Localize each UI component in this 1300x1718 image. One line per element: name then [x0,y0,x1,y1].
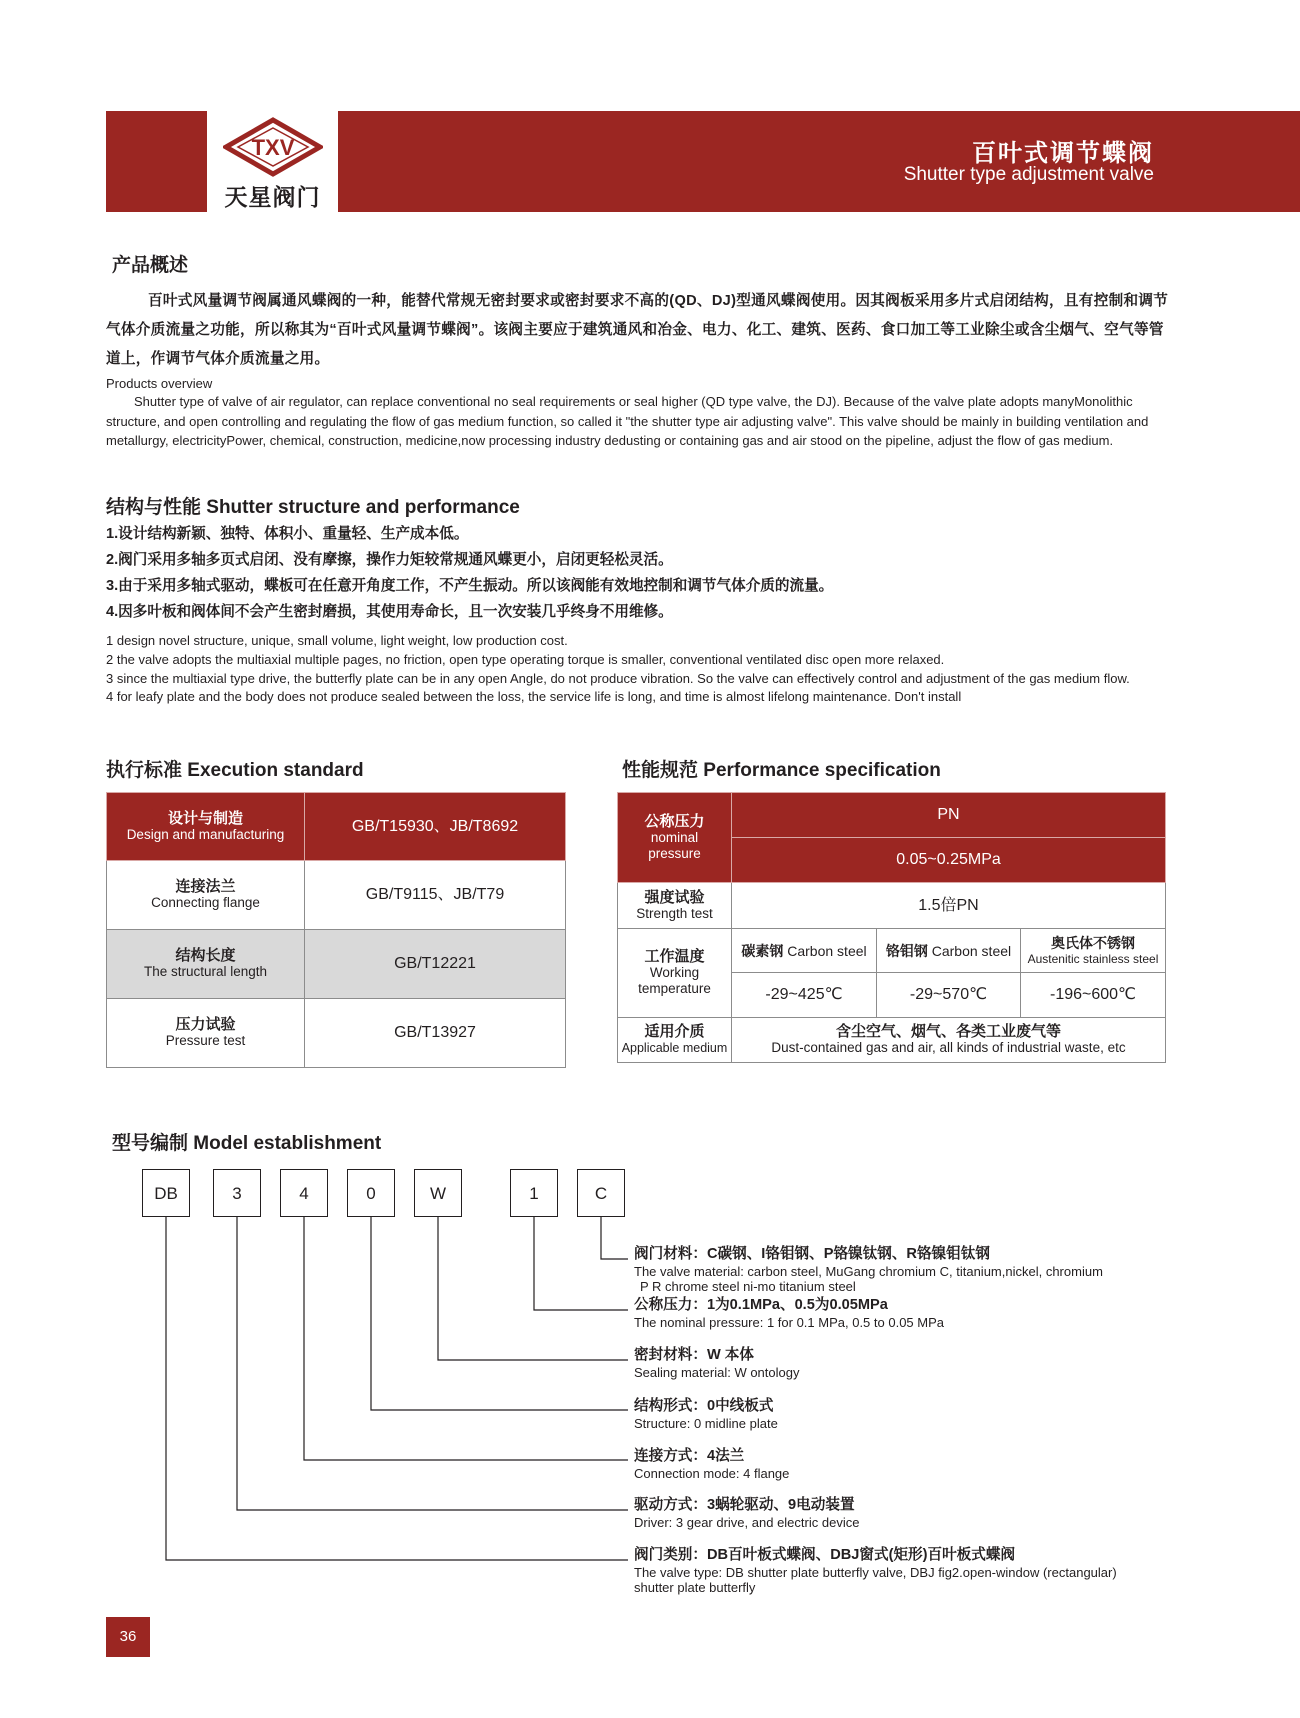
model-label-driver: 驱动方式：3蜗轮驱动、9电动装置 [634,1497,855,1513]
model-code-box: W [414,1169,462,1217]
list-item: 3.由于采用多轴式驱动，蝶板可在任意开角度工作，不产生振动。所以该阀能有效地控制和调节气体介质的流量。 [106,578,834,594]
overview-heading: 产品概述 [112,255,189,276]
page-title-cn: 百叶式调节蝶阀 [972,140,1154,167]
overview-en-heading: Products overview [106,376,213,391]
model-label-sealing: 密封材料：W 本体 [634,1347,754,1363]
overview-en-text: Shutter type of valve of air regulator, can replace conventional no seal requirements or seal higher (QD type valve, the DJ). Because of the valve plate adopts manyMonolithic structure, and open controlling and regulating the flow of gas medium function, so called it "the shutter type air adjusting valve". This valve should be mainly in building ventilation and metallurgy, electricityPower, chemical, construction, medicine,now processing industry dedusting or containing gas and air stood on the pipeline, adjust the flow of gas medium. [106,394,1149,448]
page-number: 36 [106,1617,150,1657]
table-row: 适用介质 Applicable medium 含尘空气、烟气、各类工业废气等 Dust-contained gas and air, all kinds of industrial waste, etc [618,1018,1166,1063]
model-code-box: DB [142,1169,190,1217]
list-item: 2 the valve adopts the multiaxial multiple pages, no friction, open type operating torque is smaller, conventional ventilated disc open more relaxed. [106,651,945,667]
model-code-box: 3 [213,1169,261,1217]
list-item: 1.设计结构新颖、独特、体积小、重量轻、生产成本低。 [106,526,469,542]
list-item: 2.阀门采用多轴多页式启闭、没有摩擦，操作力矩较常规通风蝶更小，启闭更轻松灵活。 [106,552,673,568]
table-row: 公称压力 nominal pressure PN [618,793,1166,838]
table-row: 设计与制造 Design and manufacturing GB/T15930、JB/T8692 [107,793,566,861]
overview-cn-text: 百叶式风量调节阀属通风蝶阀的一种，能替代常规无密封要求或密封要求不高的(QD、DJ)型通风蝶阀使用。因其阀板采用多片式启闭结构，且有控制和调节气体介质流量之功能，所以称其为“百叶式风量调节蝶阀”。该阀主要应于建筑通风和冶金、电力、化工、建筑、医药、食口加工等工业除尘或含尘烟气、空气等管道上，作调节气体介质流量之用。 [106,293,1169,367]
table-row: 连接法兰 Connecting flange GB/T9115、JB/T79 [107,861,566,930]
model-label-connection: 连接方式：4法兰 [634,1448,745,1464]
model-code-box: 4 [280,1169,328,1217]
model-label-structure: 结构形式：0中线板式 [634,1398,774,1414]
table-row: -29~425℃ -29~570℃ -196~600℃ [618,973,1166,1018]
logo-mark: TXV [251,135,295,160]
list-item: 4 for leafy plate and the body does not produce sealed between the loss, the service life is long, and time is almost lifelong maintenance. Don't install [106,689,962,705]
model-code-box: C [577,1169,625,1217]
table-row: 压力试验 Pressure test GB/T13927 [107,999,566,1068]
model-label-type: 阀门类别：DB百叶板式蝶阀、DBJ窗式(矩形)百叶板式蝶阀 [634,1547,1016,1563]
performance-heading: 性能规范 Performance specification [622,760,941,781]
list-item: 4.因多叶板和阀体间不会产生密封磨损，其使用寿命长，且一次安装几乎终身不用维修。 [106,604,673,620]
logo-text: 天星阀门 [224,184,321,210]
list-item: 1 design novel structure, unique, small volume, light weight, low production cost. [106,633,568,648]
model-code-box: 0 [347,1169,395,1217]
model-heading: 型号编制 Model establishment [112,1133,382,1154]
table-row: 结构长度 The structural length GB/T12221 [107,930,566,999]
structure-heading: 结构与性能 Shutter structure and performance [106,497,520,518]
table-row: 强度试验 Strength test 1.5倍PN [618,883,1166,929]
table-row: 工作温度 Working temperature 碳素钢 Carbon steel 铬钼钢 Carbon steel 奥氏体不锈钢 Austenitic stainless steel [618,929,1166,973]
table-row: 0.05~0.25MPa [618,838,1166,883]
page-title-en: Shutter type adjustment valve [903,164,1154,185]
model-label-pressure: 公称压力：1为0.1MPa、0.5为0.05MPa [634,1297,888,1313]
model-code-box: 1 [510,1169,558,1217]
execution-standard-heading: 执行标准 Execution standard [106,760,364,781]
model-label-material: 阀门材料：C碳钢、I铬钼钢、P铬镍钛钢、R铬镍钼钛钢 [634,1246,990,1262]
list-item: 3 since the multiaxial type drive, the butterfly plate can be in any open Angle, do not produce vibration. So the valve can effectively control and adjustment of the gas medium flow. [106,670,1130,686]
